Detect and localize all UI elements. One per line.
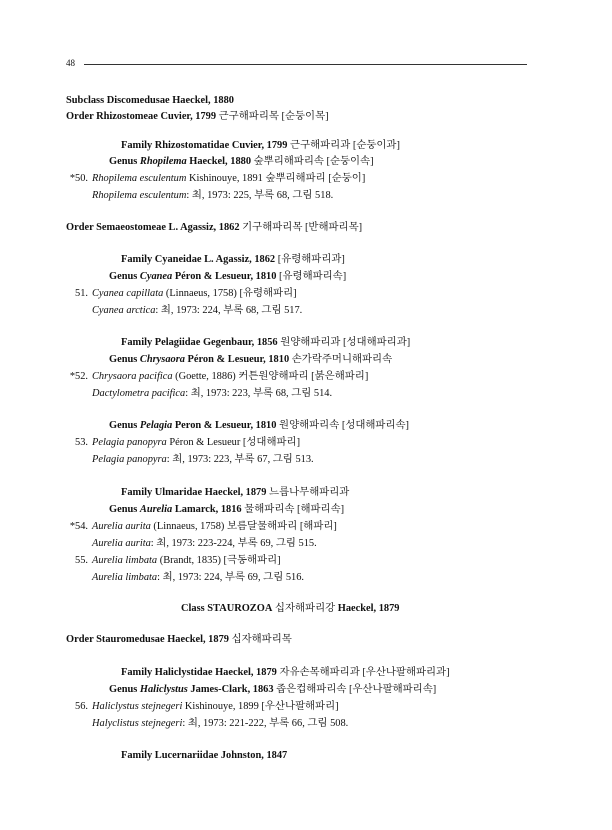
- entry-line: [109, 271, 346, 283]
- entry-line: [92, 538, 317, 550]
- text-run: Genus: [109, 354, 140, 365]
- text-run: Subclass Discomedusae Haeckel, 1880: [66, 95, 234, 106]
- text-run: (Linnaeus, 1758) 보름달물해파리 [해파리]: [150, 521, 337, 532]
- text-run: Order Rhizostomeae Cuvier, 1799: [66, 111, 217, 122]
- entry-line: [109, 684, 436, 696]
- text-run: Genus: [109, 420, 140, 431]
- text-run: Aurelia aurita: [92, 538, 151, 549]
- text-run: Kishinouye, 1899 [우산나팔해파리]: [182, 701, 339, 712]
- entry-line: [121, 487, 349, 499]
- text-run: Dactylometra pacifica: [92, 388, 186, 399]
- species-number: *50.: [69, 173, 88, 184]
- text-run: : 최, 1973: 224, 부록 68, 그림 517.: [155, 305, 303, 316]
- text-run: Family Pelagiidae Gegenbaur, 1856: [121, 337, 278, 348]
- text-run: Genus: [109, 684, 140, 695]
- text-run: Aurelia: [139, 504, 173, 515]
- text-run: Family Rhizostomatidae Cuvier, 1799: [121, 140, 288, 151]
- text-run: Cyanea capillata: [92, 288, 164, 299]
- text-run: Haliclystus stejnegeri: [92, 701, 183, 712]
- entry-line: [92, 190, 333, 202]
- text-run: (Linnaeus, 1758) [유령해파리]: [163, 288, 297, 299]
- entry-line: [92, 718, 348, 730]
- entry-line: [66, 634, 292, 646]
- text-run: 손가락주머니해파리속: [289, 354, 393, 365]
- entry-line: [62, 521, 337, 533]
- entry-line: [121, 254, 345, 266]
- text-run: Kishinouye, 1891 숲뿌리해파리 [순둥이]: [186, 173, 366, 184]
- entry-line: [121, 140, 400, 152]
- text-run: Péron & Lesueur [성대해파리]: [166, 437, 301, 448]
- text-run: Pelagia: [139, 420, 173, 431]
- text-run: 물해파리속 [해파리속]: [241, 504, 345, 515]
- text-run: Family Cyaneidae L. Agassiz, 1862: [121, 254, 276, 265]
- text-run: Genus: [109, 504, 140, 515]
- text-run: Chrysaora pacifica: [92, 371, 173, 382]
- text-run: (Brandt, 1835) [극동해파리]: [157, 555, 281, 566]
- text-run: Aurelia limbata: [92, 572, 158, 583]
- text-run: Péron & Lesueur, 1810: [184, 354, 290, 365]
- text-run: : 최, 1973: 223, 부록 68, 그림 514.: [185, 388, 333, 399]
- species-number: 56.: [75, 701, 88, 712]
- species-number: 55.: [75, 555, 88, 566]
- text-run: Genus: [109, 271, 140, 282]
- text-run: Family Ulmaridae Haeckel, 1879: [121, 487, 267, 498]
- text-run: Aurelia limbata: [92, 555, 158, 566]
- entry-line: [109, 504, 344, 516]
- entry-line: [92, 388, 332, 400]
- text-run: : 최, 1973: 223-224, 부록 69, 그림 515.: [150, 538, 317, 549]
- entry-line: [62, 701, 339, 713]
- entry-line: [66, 95, 234, 107]
- text-run: Lamarck, 1816: [172, 504, 242, 515]
- text-run: Peron & Lesueur, 1810: [172, 420, 277, 431]
- entry-line: [62, 288, 297, 300]
- entry-line: [121, 667, 450, 679]
- text-run: Chrysaora: [139, 354, 185, 365]
- text-run: 십자해파리목: [228, 634, 292, 645]
- text-run: : 최, 1973: 223, 부록 67, 그림 513.: [166, 454, 314, 465]
- text-run: Cyanea arctica: [92, 305, 156, 316]
- entry-line: [62, 555, 281, 567]
- text-run: Haliclystus: [139, 684, 188, 695]
- entry-line: [62, 371, 368, 383]
- text-run: Genus: [109, 156, 140, 167]
- text-run: Haeckel, 1880: [186, 156, 252, 167]
- entry-line: [121, 750, 287, 762]
- entry-line: [62, 173, 365, 185]
- text-run: Cyanea: [139, 271, 173, 282]
- entry-line: [62, 437, 300, 449]
- text-run: 숲뿌리해파리속 [순둥이속]: [251, 156, 374, 167]
- species-number: *54.: [69, 521, 88, 532]
- text-run: Rhopilema esculentum: [92, 173, 187, 184]
- text-run: 근구해파리목 [순둥이목]: [216, 111, 329, 122]
- text-run: [유령해파리과]: [275, 254, 345, 265]
- text-run: Péron & Lesueur, 1810: [172, 271, 277, 282]
- text-run: Family Haliclystidae Haeckel, 1879: [121, 667, 277, 678]
- text-run: Order Semaeostomeae L. Agassiz, 1862: [66, 222, 240, 233]
- entry-line: [109, 420, 409, 432]
- text-run: 원양해파리과 [성대해파리과]: [277, 337, 411, 348]
- species-number: *52.: [69, 371, 88, 382]
- text-run: Rhopilema esculentum: [92, 190, 187, 201]
- text-run: Class STAUROZOA: [181, 603, 273, 614]
- entry-line: [66, 111, 329, 123]
- text-run: 좁은컵해파리속 [우산나팔해파리속]: [273, 684, 437, 695]
- species-number: 53.: [75, 437, 88, 448]
- entry-line: [92, 305, 302, 317]
- text-run: 자유손목해파리과 [우산나팔해파리과]: [276, 667, 450, 678]
- entry-line: [92, 572, 304, 584]
- entry-line: [109, 354, 392, 366]
- entry-line: [121, 337, 410, 349]
- header-rule: [84, 64, 527, 65]
- entry-line: [66, 222, 362, 234]
- text-run: 원양해파리속 [성대해파리속]: [276, 420, 410, 431]
- entry-line: [109, 156, 374, 168]
- species-number: 51.: [75, 288, 88, 299]
- text-run: 근구해파리과 [순둥이과]: [287, 140, 400, 151]
- text-run: Aurelia aurita: [92, 521, 151, 532]
- text-run: Family Lucernariidae Johnston, 1847: [121, 750, 288, 761]
- text-run: 기구해파리목 [반해파리목]: [239, 222, 363, 233]
- text-run: (Goette, 1886) 커튼원양해파리 [붉은해파리]: [172, 371, 369, 382]
- entry-line: [92, 454, 314, 466]
- text-run: Pelagia panopyra: [92, 437, 167, 448]
- text-run: 느릅나무해파리과: [266, 487, 350, 498]
- text-run: 십자해파리강: [272, 603, 338, 614]
- text-run: Pelagia panopyra: [92, 454, 167, 465]
- text-run: Haeckel, 1879: [337, 603, 400, 614]
- text-run: Halyclistus stejnegeri: [92, 718, 183, 729]
- text-run: : 최, 1973: 221-222, 부록 66, 그림 508.: [182, 718, 349, 729]
- text-run: [유령해파리속]: [276, 271, 347, 282]
- entry-line: [181, 603, 400, 615]
- page-number: 48: [66, 58, 75, 68]
- text-run: : 최, 1973: 225, 부록 68, 그림 518.: [186, 190, 334, 201]
- text-run: Rhopilema: [139, 156, 187, 167]
- text-run: James-Clark, 1863: [187, 684, 274, 695]
- text-run: Order Stauromedusae Haeckel, 1879: [66, 634, 229, 645]
- text-run: : 최, 1973: 224, 부록 69, 그림 516.: [157, 572, 305, 583]
